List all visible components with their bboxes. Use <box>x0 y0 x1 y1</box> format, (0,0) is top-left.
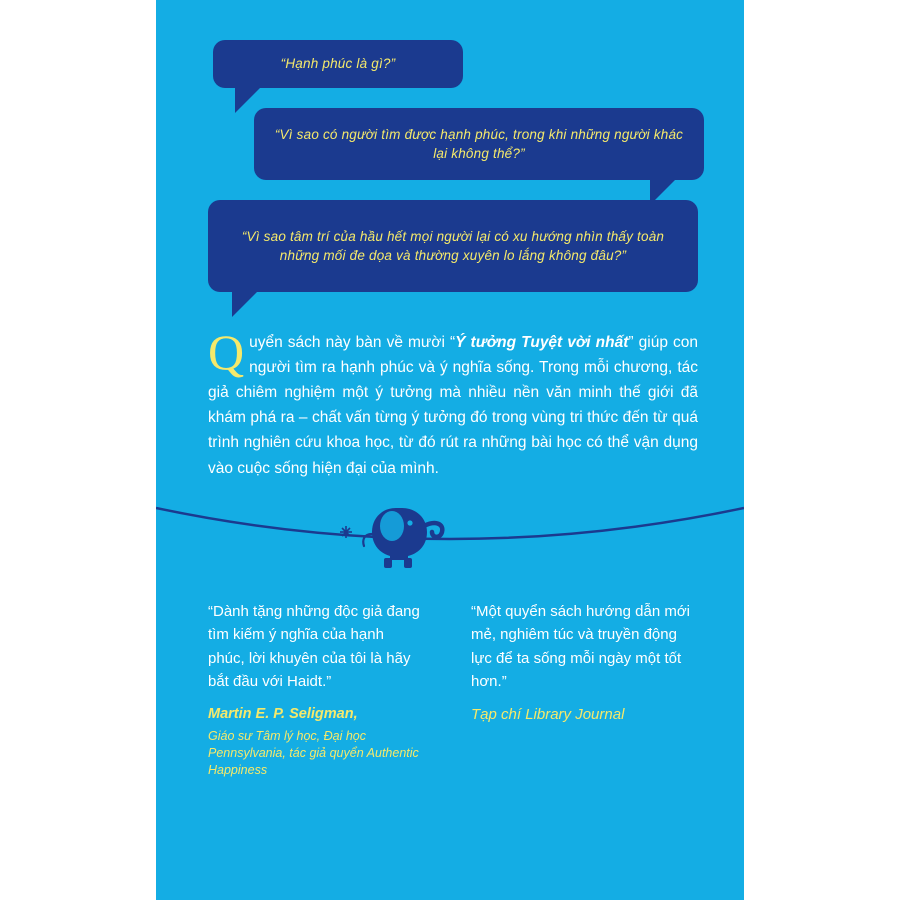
blurb-dropcap: Q <box>208 324 245 380</box>
blurb-part1: uyển sách này bàn về mười “ <box>249 334 456 351</box>
quote-block-right <box>471 600 701 725</box>
blurb-paragraph <box>208 324 698 481</box>
speech-bubble-3-tail <box>232 291 258 317</box>
speech-bubble-3 <box>208 200 698 292</box>
rope-line <box>156 508 744 539</box>
quote-block-left <box>208 600 423 779</box>
book-back-cover <box>156 0 744 900</box>
quote-left-author: Martin E. P. Seligman, <box>208 706 358 722</box>
speech-bubble-3-text: “Vì sao tâm trí của hầu hết mọi người lại có xu hướng nhìn thấy toàn những mối đe dọa và thường xuyên lo lắng không đâu?” <box>241 228 665 263</box>
speech-bubble-2 <box>254 108 704 180</box>
blurb-part2: ” giúp con người tìm ra hạnh phúc và ý nghĩa sống. Trong mỗi chương, tác giả chiêm nghiệm một ý tưởng mà nhiều nền văn minh thế giới đã khám phá ra – chất vấn từng ý tưởng đó trong vùng tri thức đến từ quá trình nghiên cứu khoa học, từ đó rút ra những bài học có thể vận dụng vào cuộc sống hiện đại của mình. <box>208 334 698 477</box>
blurb-emphasis: Ý tưởng Tuyệt vời nhất <box>455 334 629 351</box>
speech-bubble-1-text: “Hạnh phúc là gì?” <box>280 56 396 72</box>
tightrope-illustration <box>156 490 744 600</box>
quote-right-journal: Tạp chí Library Journal <box>471 706 625 723</box>
quote-left-role: Giáo sư Tâm lý học, Đại học Pennsylvania, tác giả quyển Authentic Happiness <box>208 728 419 778</box>
quote-left-text: “Dành tặng những độc giả đang tìm kiếm ý nghĩa của hạnh phúc, lời khuyên của tôi là hãy bắt đầu với Haidt.” <box>208 603 420 690</box>
speech-bubble-1-tail <box>235 87 261 113</box>
speech-bubble-1 <box>213 40 463 88</box>
quote-right-text: “Một quyển sách hướng dẫn mới mẻ, nghiêm túc và truyền động lực để ta sống mỗi ngày một tốt hơn.” <box>471 603 690 690</box>
speech-bubble-2-text: “Vì sao có người tìm được hạnh phúc, trong khi những người khác lại không thể?” <box>274 126 684 161</box>
